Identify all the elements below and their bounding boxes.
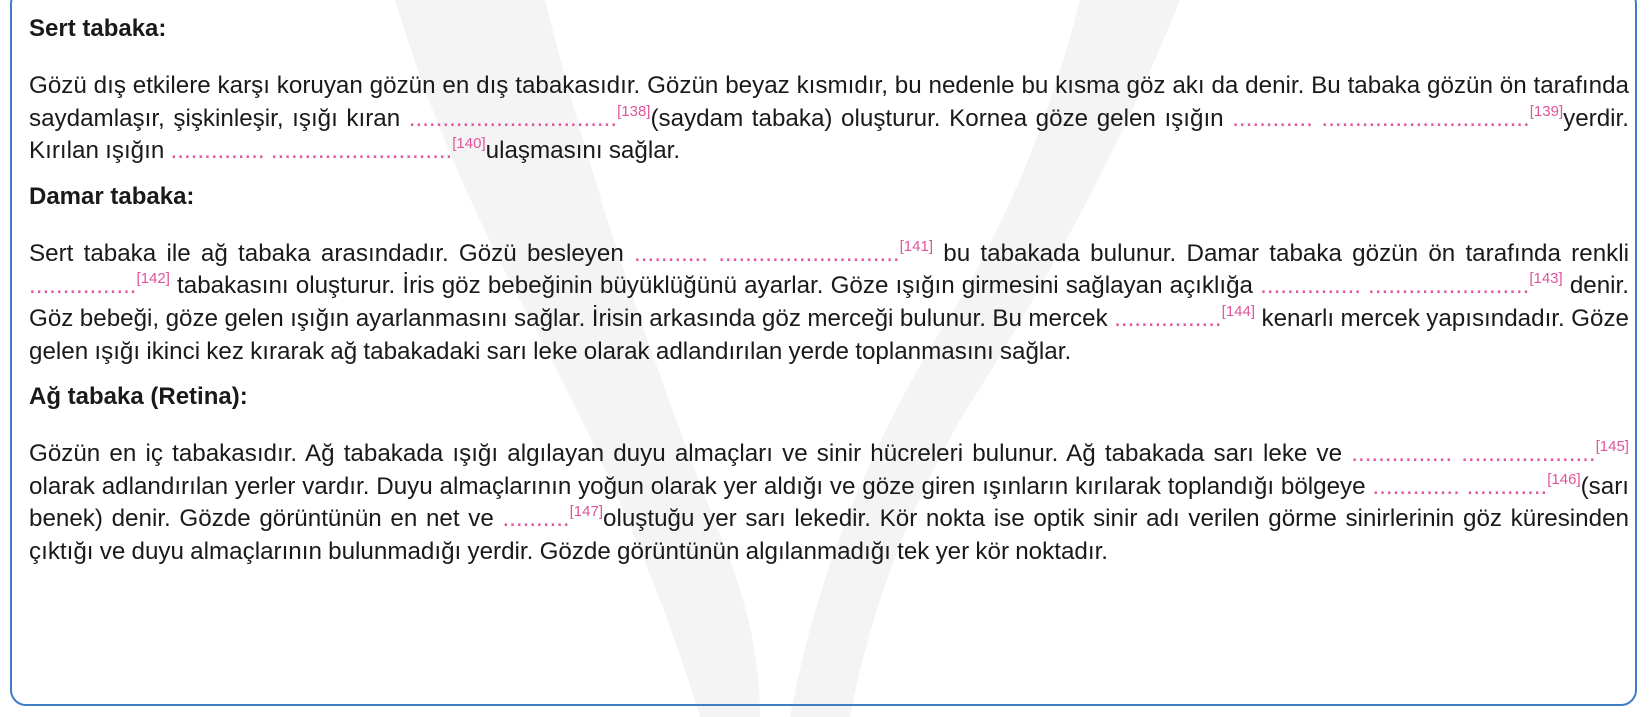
blank-dots: ............... ........................ (1260, 272, 1530, 300)
blank-dots: ................ (1114, 304, 1222, 332)
fill-in-blank[interactable] (29, 272, 170, 299)
section-paragraph (29, 238, 1629, 368)
paragraph-text: yerdir. Kırılan ışığın (29, 104, 1629, 165)
paragraph-text: (saydam tabaka) oluşturur. Kornea göze gelen ışığın (650, 104, 1233, 132)
document-body (29, 14, 1629, 583)
paragraph-text: tabakasını oluşturur. İris göz bebeğinin büyüklüğünü ayarlar. Göze ışığın girmesini sağlayan açıklığa (169, 272, 1261, 300)
blank-dots: .............. ........................... (170, 137, 453, 165)
blank-dots: ................ (29, 272, 137, 300)
fill-in-blank[interactable] (634, 237, 934, 267)
blank-number: [143] (1529, 270, 1563, 288)
paragraph-text: kenarlı mercek yapısındadır. Göze gelen ışığı ikinci kez kırarak ağ tabakadaki sarı leke olarak adlandırılan yerde toplanmasını sağlar. (29, 304, 1629, 365)
fill-in-blank[interactable] (1351, 440, 1629, 467)
blank-number: [144] (1221, 302, 1256, 320)
section-heading: Damar tabaka: (29, 182, 195, 210)
blank-number: [141] (899, 237, 934, 255)
fill-in-blank[interactable] (1260, 272, 1563, 299)
blank-dots: ............................... (408, 104, 618, 132)
blank-number: [138] (617, 102, 651, 120)
fill-in-blank[interactable] (1232, 102, 1564, 132)
fill-in-blank[interactable] (1114, 302, 1256, 332)
blank-dots: .......... (502, 505, 570, 533)
fill-in-blank[interactable] (502, 505, 603, 532)
blank-number: [145] (1595, 438, 1629, 456)
blank-dots: ............ ............................... (1232, 104, 1530, 132)
blank-dots: ............. ............ (1372, 472, 1548, 500)
paragraph-text: bu tabakada bulunur. Damar tabaka gözün ön tarafında renkli (933, 239, 1629, 267)
paragraph-text: Gözü dış etkilere karşı koruyan gözün en dış tabakasıdır. Gözün beyaz kısmıdır, bu nedenle bu kısma göz akı da denir. Bu tabaka gözün ön tarafında saydamlaşır, şişkinleşir, ışığı kıran (29, 72, 1629, 132)
fill-in-blank[interactable] (1372, 470, 1581, 500)
blank-number: [147] (569, 503, 604, 521)
blank-number: [142] (136, 270, 170, 288)
blank-number: [146] (1547, 470, 1581, 488)
section-heading: Sert tabaka: (29, 15, 167, 42)
blank-dots: ........... ........................... (634, 239, 900, 267)
blank-number: [140] (452, 135, 486, 153)
fill-in-blank[interactable] (171, 137, 486, 164)
blank-number: [139] (1529, 102, 1564, 120)
paragraph-text: olarak adlandırılan yerler vardır. Duyu almaçlarının yoğun olarak yer aldığı ve göze giren ışınların kırılarak toplandığı bölgeye (29, 472, 1373, 500)
paragraph-text: ulaşmasını sağlar. (485, 137, 681, 165)
paragraph-text: denir. Göz bebeği, göze gelen ışığın ayarlanmasını sağlar. İrisin arkasında göz merceği bulunur. Bu mercek (29, 272, 1629, 332)
section-paragraph (29, 438, 1629, 568)
fill-in-blank[interactable] (408, 102, 651, 132)
paragraph-text: Sert tabaka ile ağ tabaka arasındadır. Gözü besleyen (29, 239, 635, 267)
blank-dots: ............... .................... (1351, 440, 1596, 468)
section-heading: Ağ tabaka (Retina): (29, 383, 248, 411)
section-paragraph (29, 70, 1629, 168)
paragraph-text: (sarı benek) denir. Gözde görüntünün en net ve (29, 472, 1629, 533)
paragraph-text: Gözün en iç tabakasıdır. Ağ tabakada ışığı algılayan duyu almaçları ve sinir hücreleri bulunur. Ağ tabakada sarı leke ve (29, 440, 1352, 468)
paragraph-text: oluştuğu yer sarı lekedir. Kör nokta ise optik sinir adı verilen görme sinirlerinin göz küresinden çıktığı ve duyu almaçlarının bulunmadığı yerdir. Gözde görüntünün algılanmadığı tek yer kör noktadır. (29, 505, 1629, 565)
